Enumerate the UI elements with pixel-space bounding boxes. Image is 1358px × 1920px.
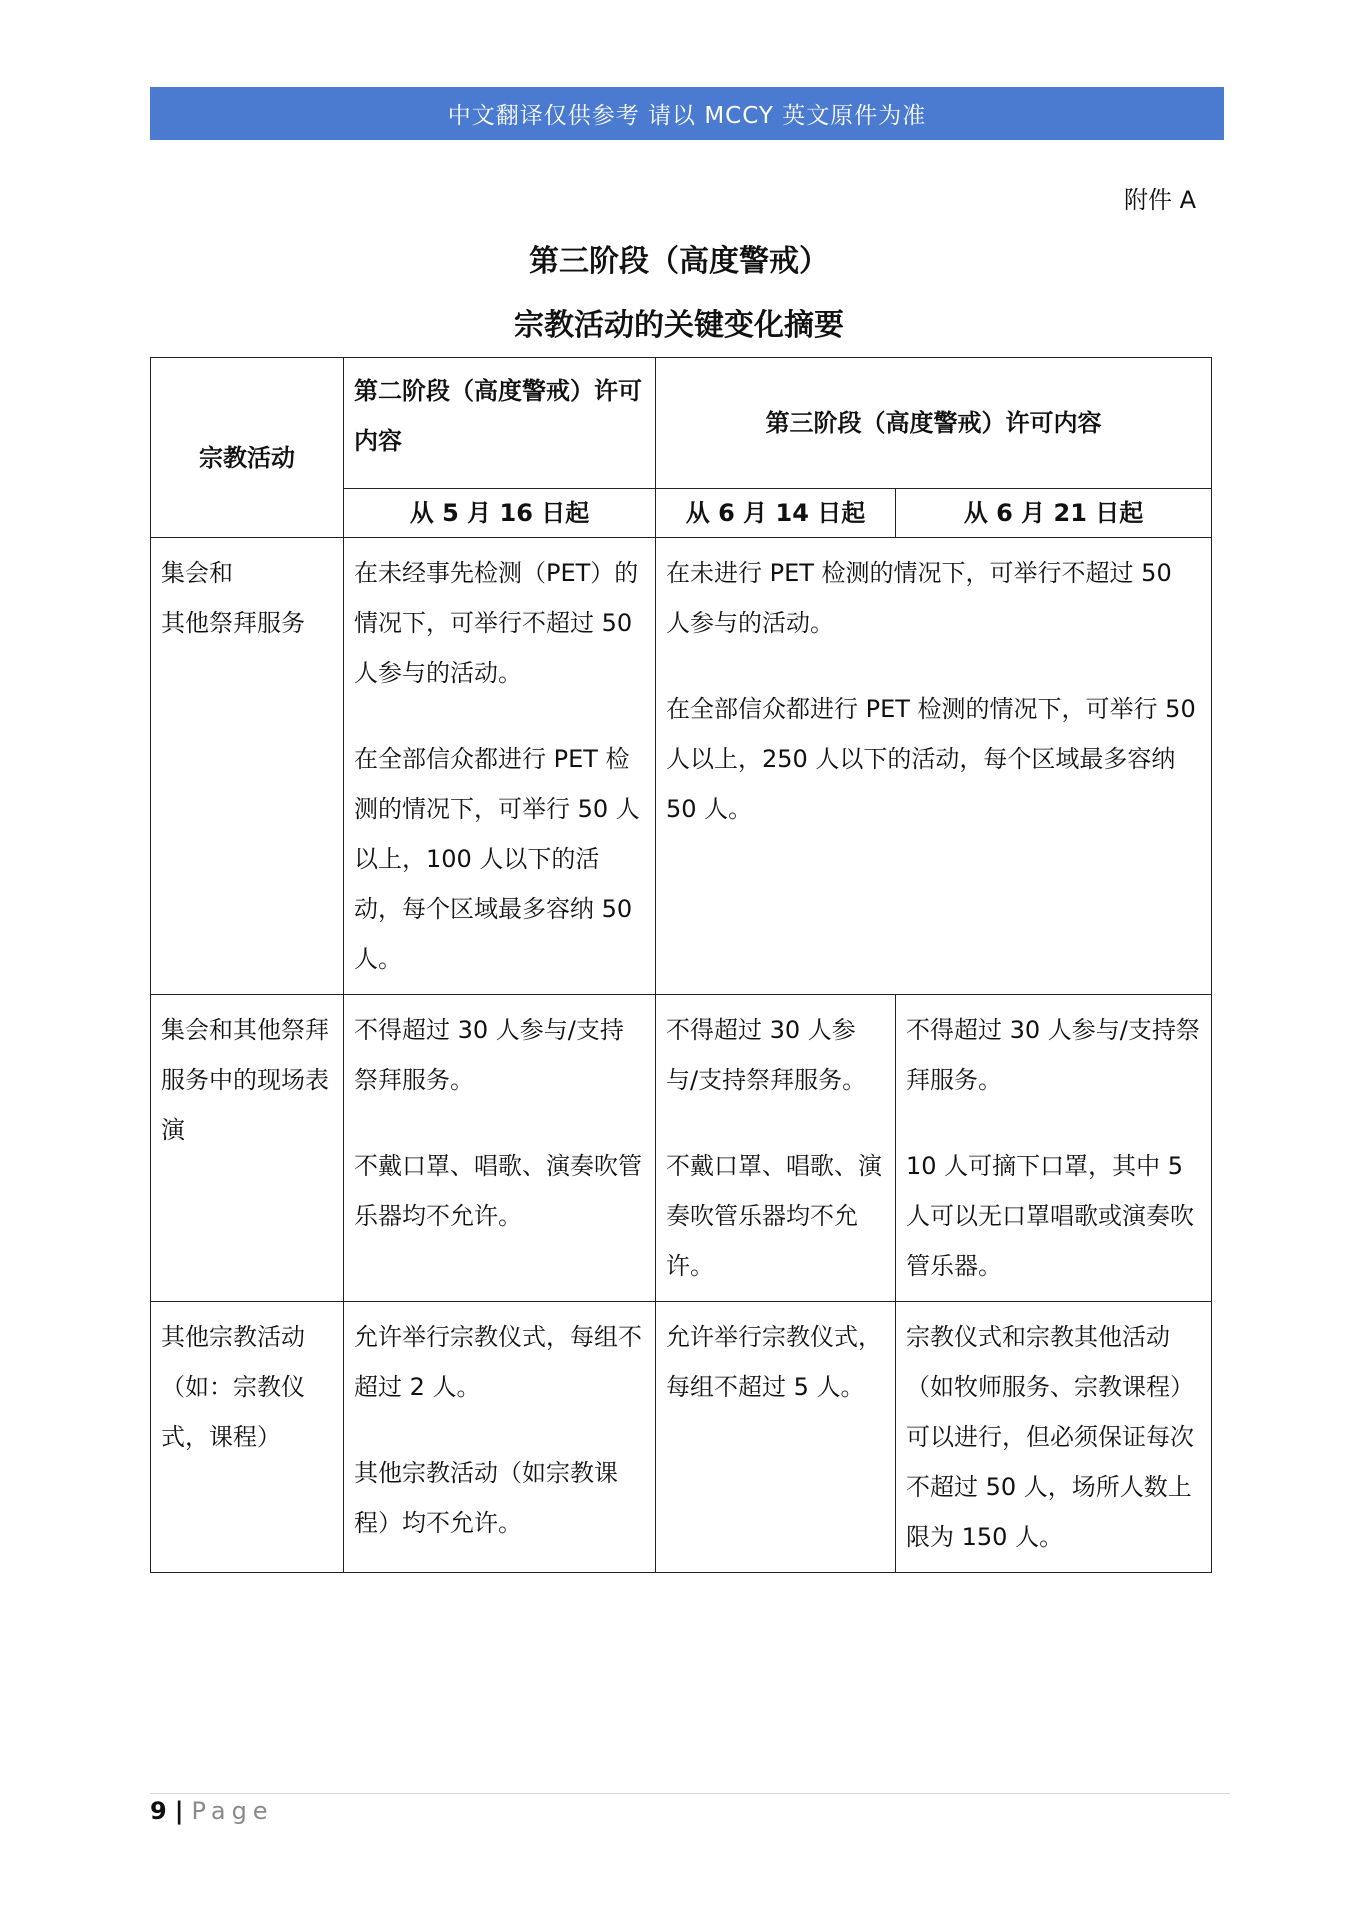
jun21-cell: [896, 995, 1212, 1302]
jun21-cell: [896, 1302, 1212, 1573]
phase2-cell: [344, 538, 656, 995]
activity-cell: [151, 995, 344, 1302]
activities-table: [150, 357, 1212, 1573]
activity-label: 集会和 其他祭拜服务: [161, 559, 305, 637]
rule-text: 10 人可摘下口罩，其中 5 人可以无口罩唱歌或演奏吹管乐器。: [906, 1152, 1194, 1280]
jun14-cell: [656, 995, 896, 1302]
header-phase3: 第三阶段（高度警戒）许可内容: [656, 358, 1212, 489]
page-title: 第三阶段（高度警戒）: [529, 244, 829, 279]
phase3-cell: [656, 538, 1212, 995]
rule-text: 在全部信众都进行 PET 检测的情况下，可举行 50 人以上，100 人以下的活动，每个区域最多容纳 50 人。: [354, 745, 640, 973]
page-footer: [150, 1797, 274, 1825]
activity-label: 集会和其他祭拜服务中的现场表演: [161, 1016, 329, 1144]
rule-text: 允许举行宗教仪式，每组不超过 2 人。: [354, 1323, 642, 1401]
header-date-may16: 从 5 月 16 日起: [344, 489, 656, 538]
rule-text: 允许举行宗教仪式，每组不超过 5 人。: [666, 1323, 882, 1401]
rule-text: 不得超过 30 人参与/支持祭拜服务。: [906, 1016, 1200, 1094]
rule-text: 不得超过 30 人参与/支持祭拜服务。: [354, 1016, 624, 1094]
rule-text: 不得超过 30 人参与/支持祭拜服务。: [666, 1016, 867, 1094]
footer-separator: |: [174, 1797, 184, 1825]
table-row: [151, 1302, 1212, 1573]
header-phase2: 第二阶段（高度警戒）许可内容: [344, 358, 656, 489]
page-subtitle: 宗教活动的关键变化摘要: [514, 308, 844, 343]
rule-text: 不戴口罩、唱歌、演奏吹管乐器均不允许。: [354, 1152, 642, 1230]
table-row: [151, 538, 1212, 995]
rule-text: 在未进行 PET 检测的情况下，可举行不超过 50 人参与的活动。: [666, 559, 1172, 637]
rule-text: 不戴口罩、唱歌、演奏吹管乐器均不允许。: [666, 1152, 882, 1280]
activity-cell: [151, 1302, 344, 1573]
rule-text: 其他宗教活动（如宗教课程）均不允许。: [354, 1459, 618, 1537]
phase2-cell: [344, 995, 656, 1302]
footer-divider: [150, 1793, 1230, 1794]
header-date-jun14: 从 6 月 14 日起: [656, 489, 896, 538]
jun14-cell: [656, 1302, 896, 1573]
page-label: Page: [191, 1797, 274, 1825]
annex-label: 附件 A: [1123, 186, 1196, 214]
activity-cell: [151, 538, 344, 995]
rule-text: 在未经事先检测（PET）的情况下，可举行不超过 50 人参与的活动。: [354, 559, 639, 687]
table-header-row: [151, 358, 1212, 489]
rule-text: 在全部信众都进行 PET 检测的情况下，可举行 50 人以上，250 人以下的活动，每个区域最多容纳 50 人。: [666, 695, 1196, 823]
header-date-jun21: 从 6 月 21 日起: [896, 489, 1212, 538]
translation-banner: 中文翻译仅供参考 请以 MCCY 英文原件为准: [150, 87, 1224, 140]
header-activity: 宗教活动: [151, 358, 344, 538]
phase2-cell: [344, 1302, 656, 1573]
table-row: [151, 995, 1212, 1302]
activity-label: 其他宗教活动（如：宗教仪式，课程）: [161, 1323, 305, 1451]
page-number: 9: [150, 1797, 167, 1825]
rule-text: 宗教仪式和宗教其他活动（如牧师服务、宗教课程）可以进行，但必须保证每次不超过 50 人，场所人数上限为 150 人。: [906, 1323, 1194, 1551]
